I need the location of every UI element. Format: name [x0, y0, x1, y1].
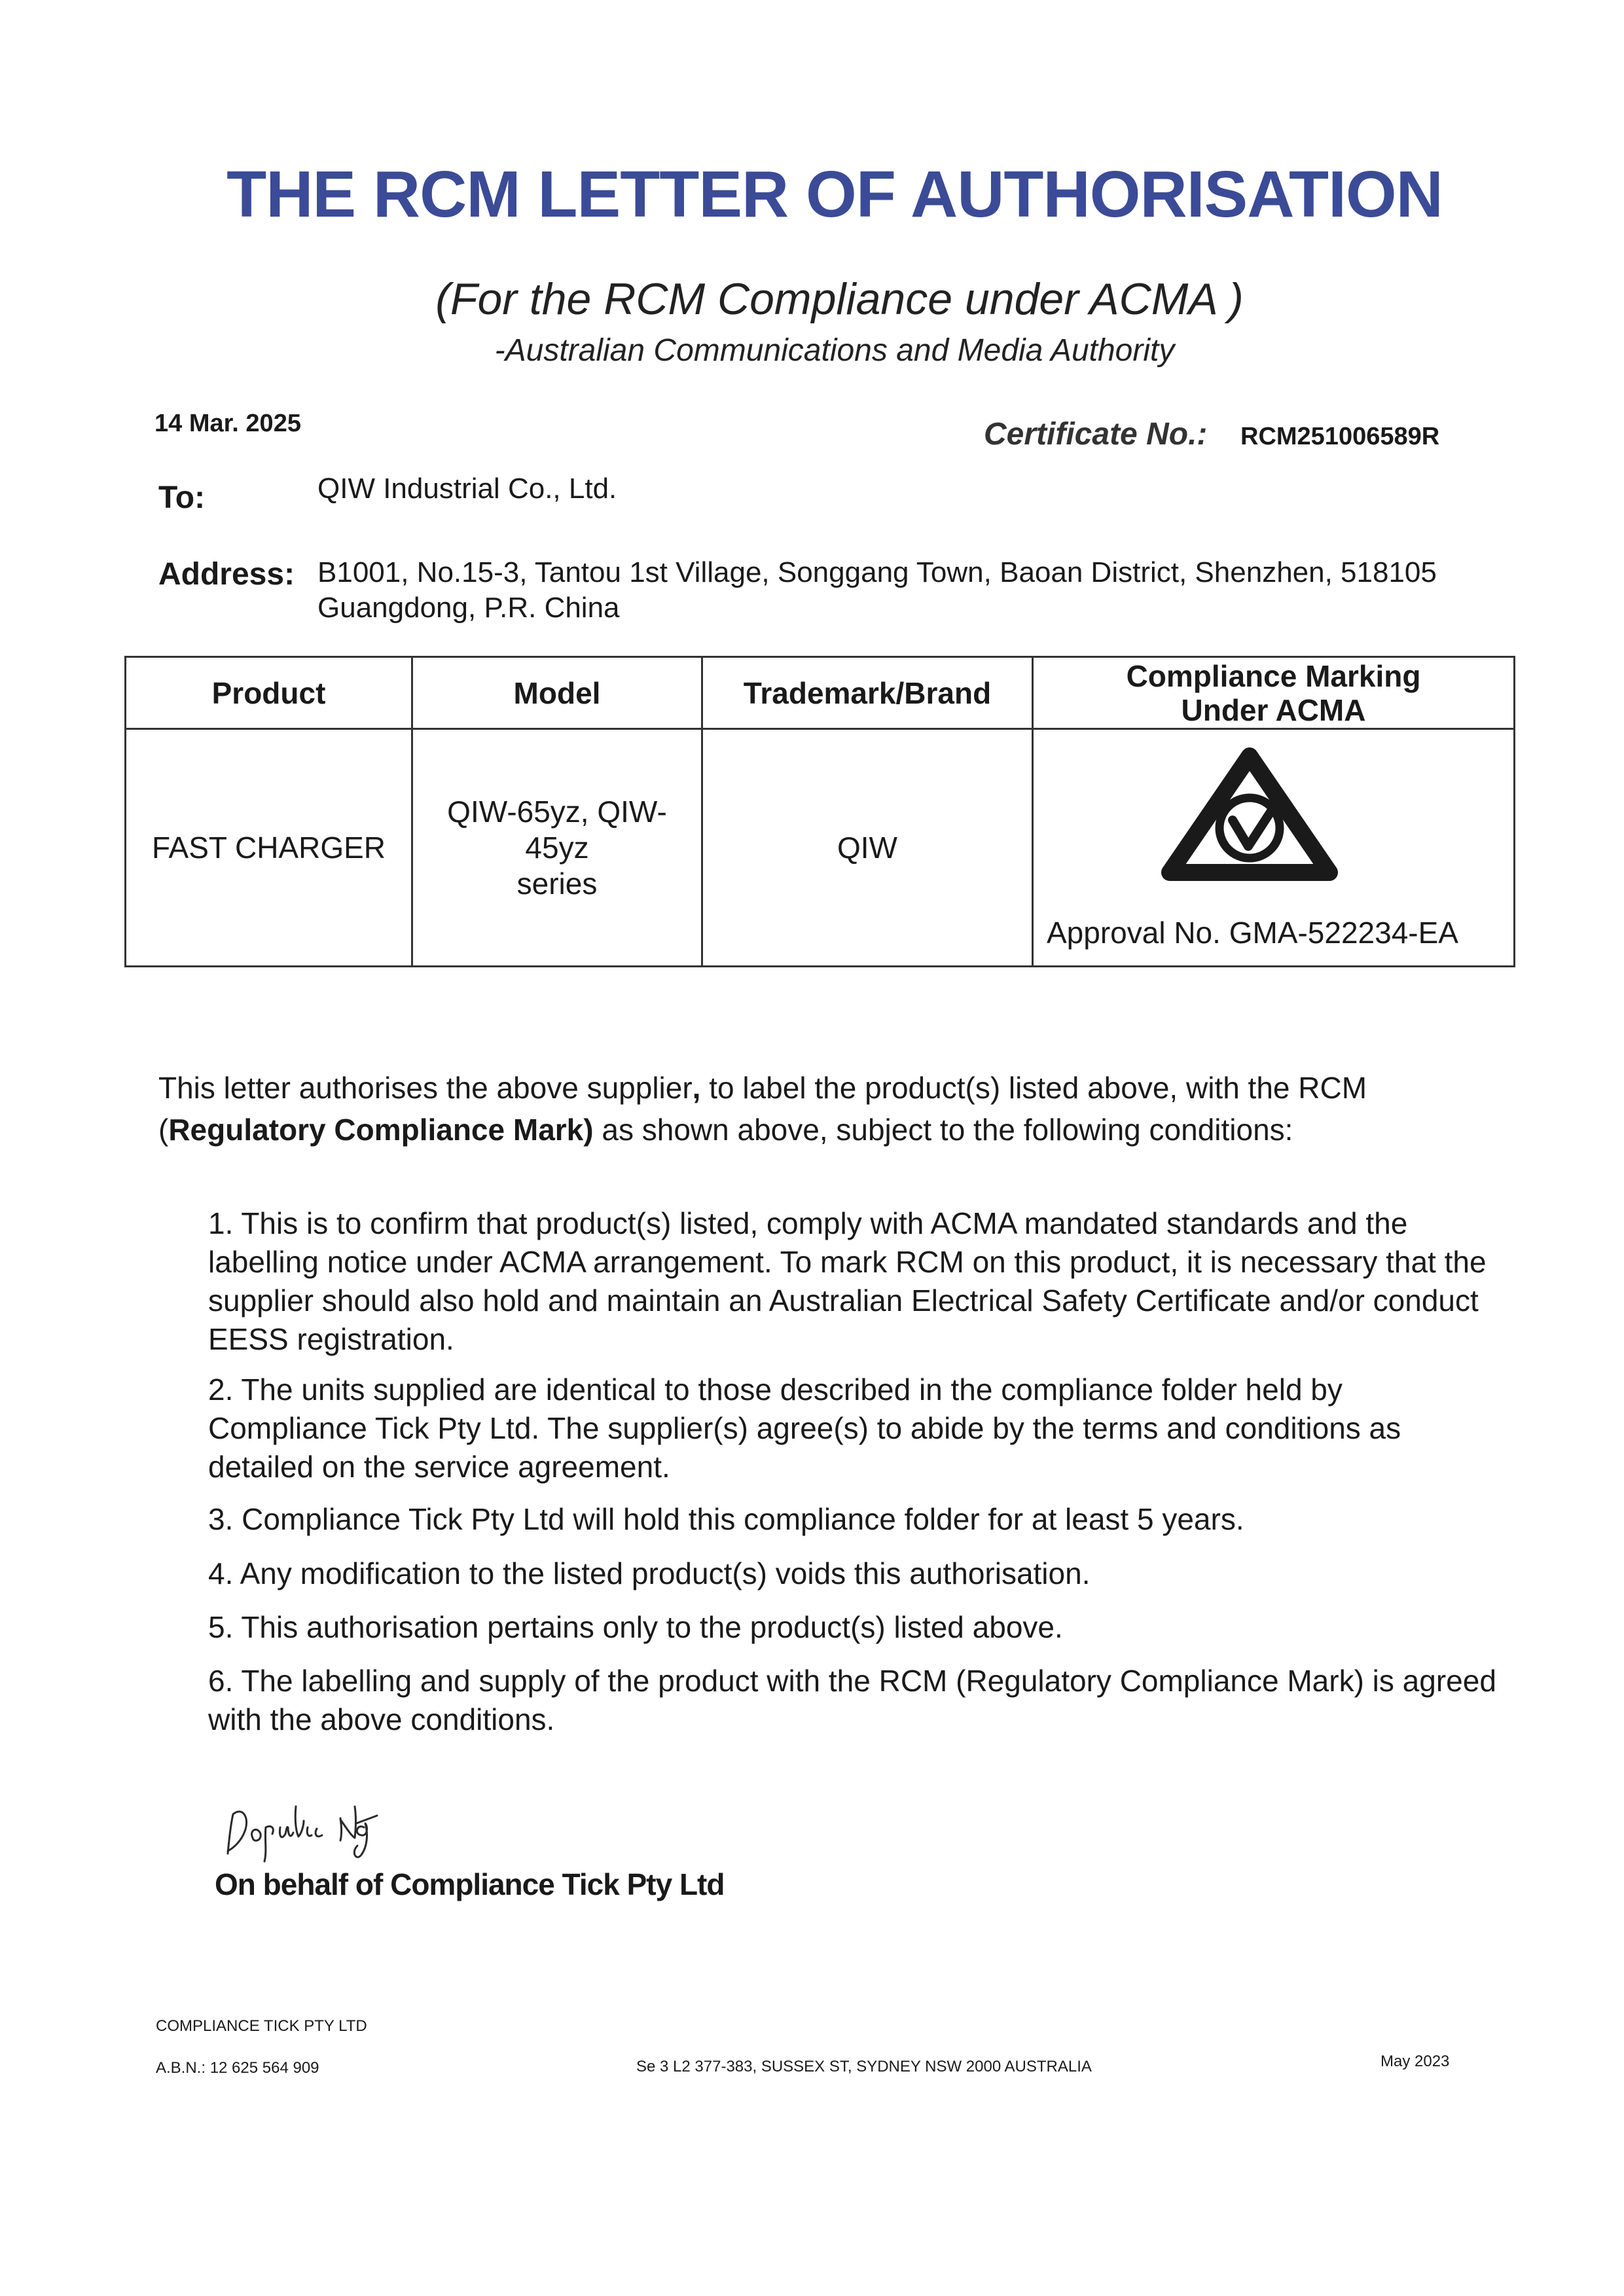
certificate-number: RCM251006589R [1240, 423, 1440, 450]
authorisation-statement [158, 1067, 1494, 1151]
header-product: Product [126, 657, 412, 729]
approval-number: Approval No. GMA-522234-EA [1047, 916, 1458, 950]
address-line-1: B1001, No.15-3, Tantou 1st Village, Songgang Town, Baoan District, Shenzhen, 518105 [317, 556, 1437, 588]
address-line-2: Guangdong, P.R. China [317, 592, 620, 624]
header-mark-line-1: Compliance Marking [1126, 658, 1421, 693]
table-header-row [126, 657, 1515, 729]
header-model: Model [412, 657, 702, 729]
table-row [126, 729, 1515, 967]
intro-text-3: as shown above, subject to the following conditions: [593, 1113, 1293, 1147]
condition-2: 2. The units supplied are identical to those described in the compliance folder held by Compliance Tick Pty Ltd. The supplier(s) agree(s) to abide by the terms and conditions as detailed on the service agreement. [208, 1372, 1401, 1484]
signature [216, 1780, 399, 1865]
address-label: Address: [158, 557, 295, 592]
header-mark-line-2: Under ACMA [1181, 692, 1366, 727]
condition-5: 5. This authorisation pertains only to the product(s) listed above. [208, 1610, 1063, 1644]
intro-text-2: to label the product(s) listed above, with the RCM [700, 1071, 1367, 1105]
behalf-statement: On behalf of Compliance Tick Pty Ltd [215, 1867, 725, 1901]
condition-6: 6. The labelling and supply of the product with the RCM (Regulatory Compliance Mark) is agreed with the above conditions. [208, 1664, 1496, 1736]
product-table [124, 656, 1515, 967]
model-line-3: series [516, 866, 598, 901]
intro-text-1: This letter authorises the above supplier [158, 1071, 693, 1105]
cell-product: FAST CHARGER [126, 729, 412, 967]
recipient-name: QIW Industrial Co., Ltd. [317, 473, 617, 505]
issue-date: 14 Mar. 2025 [154, 410, 301, 437]
intro-paren: ( [158, 1113, 169, 1147]
footer-company: COMPLIANCE TICK PTY LTD [156, 2017, 367, 2035]
rcm-compliance-mark-icon [1151, 742, 1348, 886]
cell-brand: QIW [702, 729, 1033, 967]
condition-4: 4. Any modification to the listed product(s) voids this authorisation. [208, 1556, 1091, 1590]
header-brand: Trademark/Brand [702, 657, 1033, 729]
model-line-2: 45yz [525, 830, 589, 865]
recipient-address [317, 555, 1548, 626]
footer-abn: A.B.N.: 12 625 564 909 [156, 2059, 319, 2077]
letter-subtitle: (For the RCM Compliance under ACMA ) [435, 274, 1244, 324]
to-label: To: [158, 480, 206, 515]
letter-title: THE RCM LETTER OF AUTHORISATION [226, 158, 1443, 231]
condition-3: 3. Compliance Tick Pty Ltd will hold this compliance folder for at least 5 years. [208, 1502, 1244, 1536]
letter-subtitle-authority: -Australian Communications and Media Authority [494, 333, 1175, 368]
certificate-label: Certificate No.: [984, 417, 1208, 452]
condition-1: 1. This is to confirm that product(s) listed, comply with ACMA mandated standards and the labelling notice under ACMA arrangement. To mark RCM on this product, it is necessary that the supplier should also hold and maintain an Australian Electrical Safety Certificate and/or conduct EESS registration. [208, 1206, 1487, 1356]
model-line-1: QIW-65yz, QIW- [447, 794, 667, 829]
intro-comma: , [692, 1071, 701, 1105]
header-compliance-marking [1033, 657, 1515, 729]
intro-rcm-bold: Regulatory Compliance Mark) [168, 1113, 594, 1147]
footer-address: Se 3 L2 377-383, SUSSEX ST, SYDNEY NSW 2000 AUSTRALIA [636, 2058, 1092, 2075]
cell-model [412, 729, 702, 967]
footer-version-date: May 2023 [1380, 2053, 1450, 2070]
cell-compliance-mark [1033, 729, 1515, 967]
